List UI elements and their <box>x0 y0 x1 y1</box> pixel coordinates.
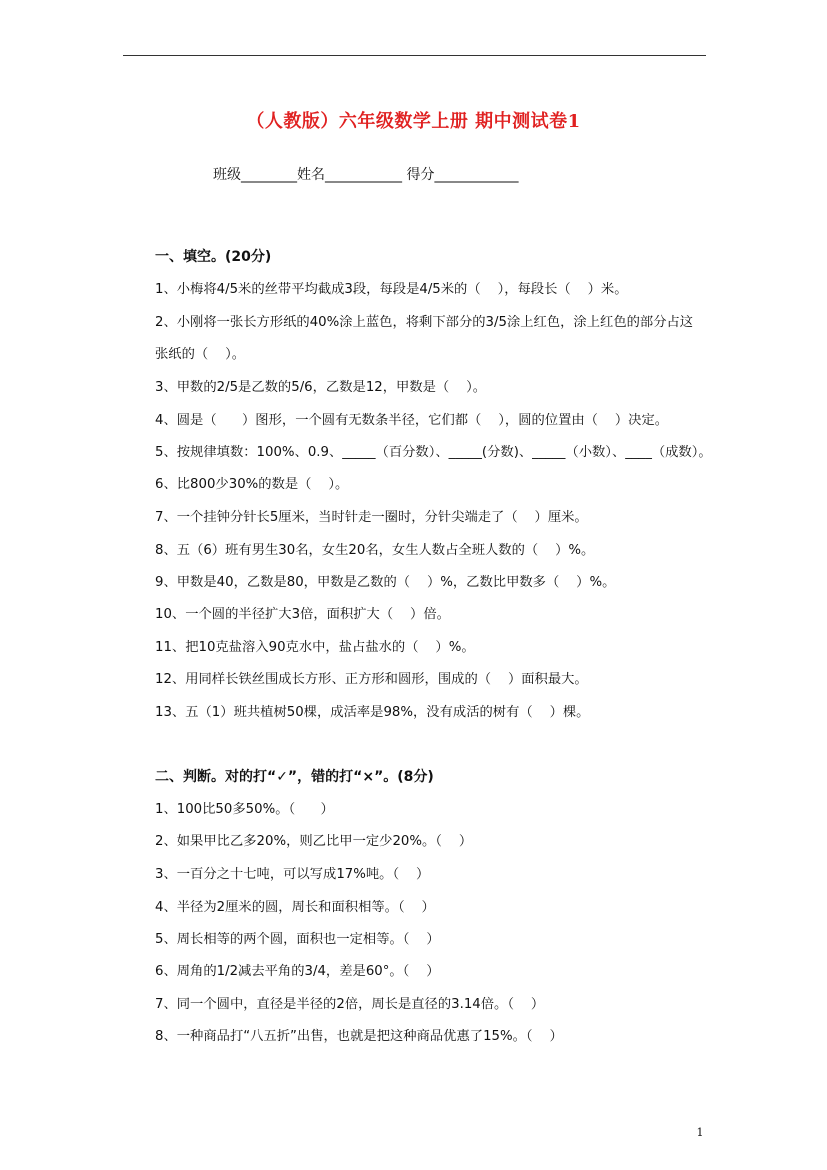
question-line: 2、小刚将一张长方形纸的40%涂上蓝色，将剩下部分的3/5涂上红色，涂上红色的部分占这 <box>155 315 694 330</box>
question-line: 3、一百分之十七吨，可以写成17%吨。（ ） <box>155 867 430 882</box>
question-line: 2、如果甲比乙多20%，则乙比甲一定少20%。（ ） <box>155 834 473 849</box>
question-line: 12、用同样长铁丝围成长方形、正方形和圆形，围成的（ ）面积最大。 <box>155 672 588 687</box>
header-rule <box>123 55 706 56</box>
question-line: 4、半径为2厘米的圆，周长和面积相等。（ ） <box>155 900 435 915</box>
question-line: 8、五（6）班有男生30名，女生20名，女生人数占全班人数的（ ）%。 <box>155 543 595 558</box>
question-line: 10、一个圆的半径扩大3倍，面积扩大（ ）倍。 <box>155 607 450 622</box>
student-info-line: 班级________姓名___________ 得分____________ <box>213 167 519 183</box>
question-line: 8、一种商品打“八五折”出售，也就是把这种商品优惠了15%。（ ） <box>155 1029 563 1044</box>
section-heading-fill-in: 一、填空。(20分) <box>155 249 272 265</box>
question-line: 11、把10克盐溶入90克水中，盐占盐水的（ ）%。 <box>155 640 475 655</box>
question-line: 6、比800少30%的数是（ ）。 <box>155 477 349 492</box>
question-line: 13、五（1）班共植树50棵，成活率是98%，没有成活的树有（ ）棵。 <box>155 705 590 720</box>
question-line: 6、周角的1/2减去平角的3/4，差是60°。（ ） <box>155 964 440 979</box>
question-line: 3、甲数的2/5是乙数的5/6，乙数是12，甲数是（ ）。 <box>155 380 487 395</box>
question-line: 5、按规律填数：100%、0.9、_____（百分数）、_____(分数)、_____（小数）、____（成数）。 <box>155 445 712 460</box>
question-line: 7、一个挂钟分针长5厘米，当时针走一圈时，分针尖端走了（ ）厘米。 <box>155 510 588 525</box>
section-heading-true-false: 二、判断。对的打“✓”，错的打“×”。(8分) <box>155 769 434 785</box>
page-title: （人教版）六年级数学上册 期中测试卷1 <box>246 111 581 132</box>
question-line: 9、甲数是40，乙数是80，甲数是乙数的（ ）%，乙数比甲数多（ ）%。 <box>155 575 616 590</box>
question-line: 7、同一个圆中，直径是半径的2倍，周长是直径的3.14倍。（ ） <box>155 997 545 1012</box>
question-line: 1、100比50多50%。（ ） <box>155 802 334 817</box>
question-line: 5、周长相等的两个圆，面积也一定相等。（ ） <box>155 932 440 947</box>
question-line: 张纸的（ ）。 <box>155 347 246 362</box>
page-number: 1 <box>696 1126 704 1139</box>
question-line: 4、圆是（ ）图形，一个圆有无数条半径，它们都（ ），圆的位置由（ ）决定。 <box>155 413 669 428</box>
question-line: 1、小梅将4/5米的丝带平均截成3段，每段是4/5米的（ ），每段长（ ）米。 <box>155 282 628 297</box>
